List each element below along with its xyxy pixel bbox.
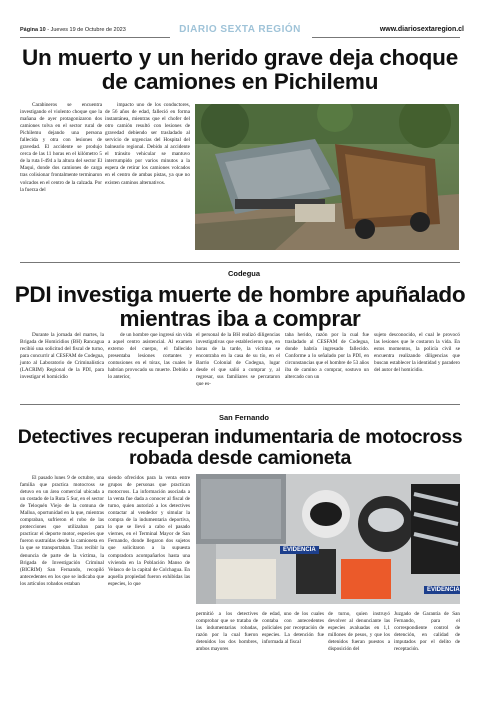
evidence-tag-2: EVIDENCIA (424, 586, 460, 594)
article2-kicker: Codegua (227, 269, 261, 278)
site-url[interactable]: www.diariosextaregion.cl (379, 26, 464, 33)
article3-col2: siendo ofrecidos para la venta entre grupos de personas que practican motocross. La información asociada a la venta fue dada a conocer al fiscal de turno, quien autorizó a los detectives contactar al vendedor y simular la compra de la indumentaria deportiva, lo que se llevó a cabo el pasado viernes, en el Terminal Mayor de San Fernando, donde llegaron dos sujetos que solicitaron a la supuesta compradora acompañarlos hasta una vivienda en la Población Manso de Velasco de la capital de Colchagua. En aquella propiedad fueron exhibidas las especies, lo que (108, 475, 190, 587)
article1-col1: Carabineros se encuentra investigando el violento choque que la mañana de ayer protagonizaron dos camiones tolva en el sector rural de Pichilemu dejando una persona fallecida y otra con lesiones de gravedad. El accidente se produjo cerca de las 11 horas en el kilómetro 5 de la ruta I-494 a la altura del sector El Maqui, donde dos camiones de carga tras colisionar frontalmente terminaron volcados en el centro de la calzada. Por la fuerza del (20, 102, 102, 193)
article3-col3: permitió a los detectives comprobar que se trataba de las indumentarias robadas, razón por la cual fueron detenidos los dos hombres, ambos mayores (196, 611, 258, 653)
article3-col6: Juzgado de Garantía de San Fernando, para el correspondiente control de detención, en calidad de imputados por el delito de receptación. (394, 611, 460, 653)
article1-headline: Un muerto y un herido grave deja choque de camiones en Pichilemu (21, 45, 459, 95)
evidence-tag-1: EVIDENCIA (280, 546, 319, 554)
article3-headline: Detectives recuperan indumentaria de motocross robada desde camioneta (17, 426, 463, 470)
header-rule-right (312, 37, 460, 38)
article2-col3: el personal de la BH realizó diligencias investigativas que establecieron que, en horas de la tarde, la víctima se encontraba en la casa de su tío, en el Barrio Colonial de Codegua, lugar desde el que salió a comprar y, al regresar, sus familiares se percataron que es- (196, 332, 280, 388)
article2-col4: taba herido, razón por la cual fue trasladado al CESFAM de Codegua, donde habría ingresado fallecido. Conforme a lo señalado por la PDI, en circunstancias que el hombre de 53 años iba de camino a comprar, sostuvo un altercado con un (285, 332, 369, 381)
page-info (20, 27, 126, 33)
page-header (0, 0, 480, 34)
masthead: DIARIO SEXTA REGIÓN (179, 24, 301, 35)
page-number: Página 10 (20, 27, 46, 33)
header-rule-left (20, 37, 170, 38)
section-rule-2 (20, 404, 460, 405)
article2-col1: Durante la jornada del martes, la Brigada de Homicidios (BH) Rancagua recibió una solicitud del fiscal de turno, para concurrir al CESFAM de Codegua, junto al Laboratorio de Criminalística (LACRIM) Regional de la PDI, para investigar el homicidio (20, 332, 104, 381)
page-date: - Jueves 19 de Octubre de 2023 (45, 27, 126, 33)
article1-photo-truck-crash (195, 104, 459, 250)
article1-col2: impacto uno de los conductores, de 56 años de edad, falleció en forma instantánea, mientras que el chofer del otro camión resultó con lesiones de gravedad debiendo ser trasladado al servicio de urgencias del Hospital del balneario regional. Debido al accidente el tránsito vehicular se mantuvo interrumpido por varios minutos a la espera de retirar los camiones volcados en el centro de ambas pistas, ya que no existen caminos alternativos. (105, 102, 190, 186)
article3-photo-evidence (196, 474, 460, 604)
article2-col2: de un hombre que ingresó sin vida a aquel centro asistencial. Al examen externo del cuerpo, el fallecido presentaba lesiones cortantes y contusiones en el tórax, las cuales le habrían provocado su muerte. Debido a lo anterior, (108, 332, 192, 381)
article3-kicker: San Fernando (218, 413, 269, 422)
article2-col5: sujeto desconocido, el cual le provocó las lesiones que le costaron la vida. En estos momentos, la policía civil se encuentra realizando diligencias que buscan establecer la identidad y paradero del autor del homicidio. (374, 332, 460, 374)
section-rule-1 (20, 262, 460, 263)
article2-headline: PDI investiga muerte de hombre apuñalado mientras iba a comprar (14, 282, 466, 332)
article3-col5: de turno, quien instruyó devolver al denunciante las especies avaluadas en 1,1 millones de pesos, y que los detenidos fueran puestos a disposición del (328, 611, 390, 653)
article3-col4: de edad, uno de los cuales contaba con antecedentes policiales por receptación de especies. La detención fue informada al fiscal (262, 611, 324, 646)
article3-col1: El pasado lunes 9 de octubre, una familia que practica motocross se detuvo en un área comercial ubicada a un costado de la Ruta 5 Sur, en el sector de Teloquén Viejo de la comuna de Malloa, oportunidad en la que, mientras compraban, sufrieron el robo de las protecciones que utilizaban para practicar el deporte motor, especies que fueron sustraídas desde la camioneta en la que se transportaban. Tras recibir la denuncia de parte de la víctima, la Brigada de Investigación Criminal (BICRIM) San Fernando, recopiló antecedentes en los que se indicaba que los artículos robados estaban (20, 475, 104, 587)
